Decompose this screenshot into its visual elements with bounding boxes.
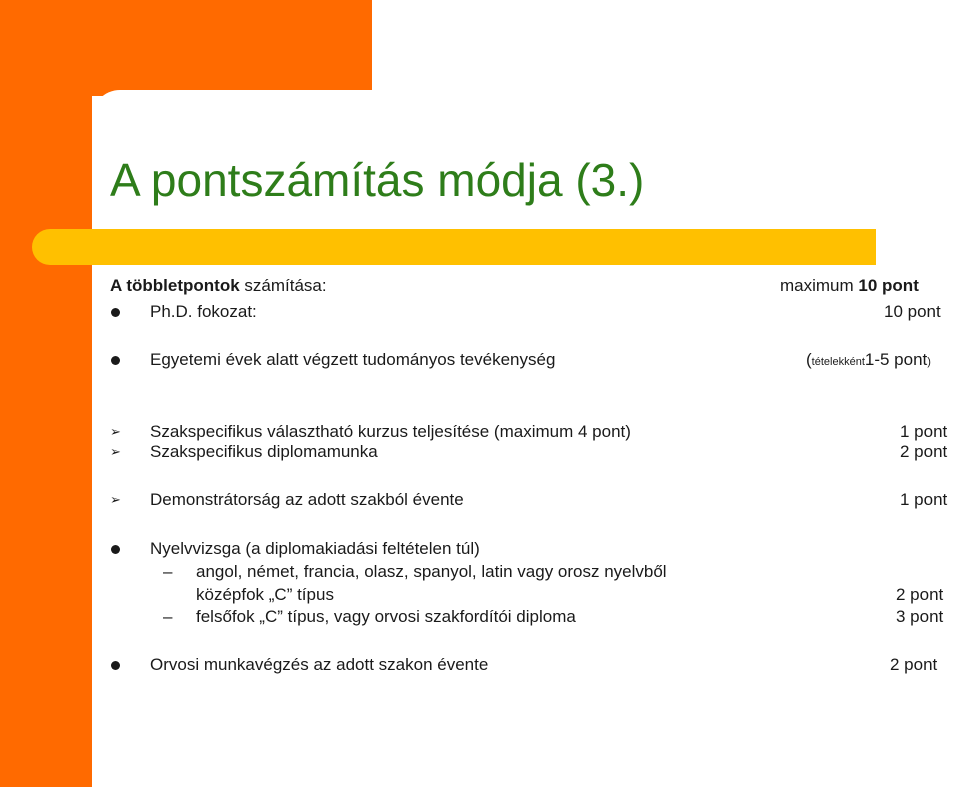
arrow-bullet-icon: ➢	[110, 444, 121, 459]
language-label: Nyelvvizsga (a diplomakiadási feltételen túl)	[150, 539, 480, 558]
paren-open: (	[806, 350, 812, 369]
points-range: 1-5 pont	[864, 350, 928, 369]
paren-close: )	[927, 356, 931, 368]
intro-label-rest: számítása:	[239, 276, 327, 295]
sub-item-points: 1 pont	[900, 422, 948, 441]
sub-item-points: 2 pont	[900, 442, 948, 461]
content-panel-lower	[92, 265, 960, 787]
sub-item-label: Szakspecifikus diplomamunka	[150, 442, 378, 461]
orange-side-bar	[0, 0, 92, 787]
research-label: Egyetemi évek alatt végzett tudományos tevékenység	[150, 350, 556, 369]
yellow-title-rule	[32, 229, 876, 265]
research-points	[806, 350, 931, 372]
bullet-icon	[111, 545, 120, 554]
medical-points: 2 pont	[890, 655, 938, 674]
sub-item-label: Szakspecifikus választható kurzus teljesítése (maximum 4 pont)	[150, 422, 631, 441]
language-line2: középfok „C” típus	[196, 585, 334, 604]
sub-item-label: Demonstrátorság az adott szakból évente	[150, 490, 464, 509]
bullet-icon	[111, 356, 120, 365]
language-line3-points: 3 pont	[896, 607, 944, 626]
bullet-icon	[111, 308, 120, 317]
arrow-bullet-icon: ➢	[110, 492, 121, 507]
arrow-bullet-icon: ➢	[110, 424, 121, 439]
language-line2-points: 2 pont	[896, 585, 944, 604]
bullet-icon	[111, 661, 120, 670]
slide-title: A pontszámítás módja (3.)	[110, 154, 645, 206]
phd-points: 10 pont	[884, 302, 941, 321]
intro-label-bold: A többletpontok	[110, 276, 240, 295]
dash-marker: –	[163, 562, 173, 581]
phd-label: Ph.D. fokozat:	[150, 302, 257, 321]
max-prefix: maximum	[780, 276, 859, 295]
intro-line	[110, 276, 327, 296]
language-line1: angol, német, francia, olasz, spanyol, latin vagy orosz nyelvből	[196, 562, 667, 581]
sub-item-points: 1 pont	[900, 490, 948, 509]
intro-maximum	[780, 276, 919, 296]
language-line3: felsőfok „C” típus, vagy orvosi szakfordítói diploma	[196, 607, 576, 626]
max-value: 10 pont	[858, 276, 919, 295]
dash-marker: –	[163, 607, 173, 626]
points-note: tételekként	[811, 356, 865, 368]
medical-label: Orvosi munkavégzés az adott szakon évente	[150, 655, 489, 674]
